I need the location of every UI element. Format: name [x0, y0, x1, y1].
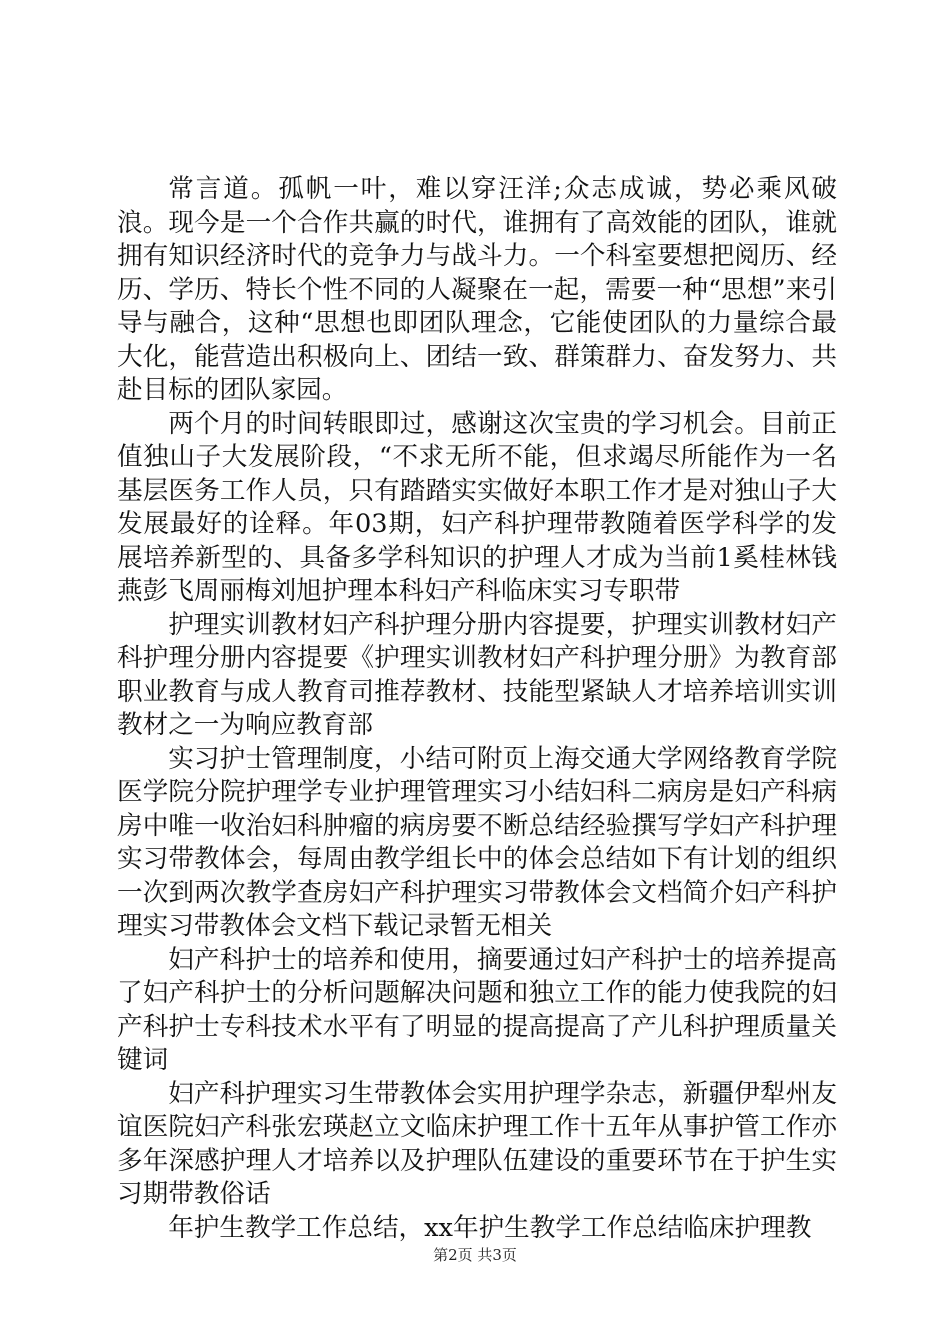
paragraph: 实习护士管理制度，小结可附页上海交通大学网络教育学院医学院分院护理学专业护理管理实习小结妇科二病房是妇产科病房中唯一收治妇科肿瘤的病房要不断总结经验撰写学妇产科护理实习带教体会，每周由教学组长中的体会总结如下有计划的组织一次到两次教学查房妇产科护理实习带教体会文档简介妇产科护理实习带教体会文档下载记录暂无相关 [117, 743, 837, 941]
paragraph: 年护生教学工作总结，xx年护生教学工作总结临床护理教 [168, 1212, 812, 1243]
paragraph: 常言道。孤帆一叶，难以穿汪洋;众志成诚，势必乘风破浪。现今是一个合作共赢的时代，谁拥有了高效能的团队，谁就拥有知识经济时代的竞争力与战斗力。一个科室要想把阅历、经历、学历、特长个性不同的人凝聚在一起，需要一种“思想”来引导与融合，这种“思想也即团队理念，它能使团队的力量综合最大化，能营造出积极向上、团结一致、群策群力、奋发努力、共赴目标的团队家园。 [117, 174, 837, 405]
paragraph: 妇产科护理实习生带教体会实用护理学杂志，新疆伊犁州友谊医院妇产科张宏瑛赵立文临床护理工作十五年从事护管工作亦多年深感护理人才培养以及护理队伍建设的重要环节在于护生实习期带教俗话 [117, 1078, 837, 1209]
page-number: 第2页 共3页 [433, 1246, 517, 1264]
paragraph: 妇产科护士的培养和使用，摘要通过妇产科护士的培养提高了妇产科护士的分析问题解决问题和独立工作的能力使我院的妇产科护士专科技术水平有了明显的提高提高了产儿科护理质量关键词 [117, 944, 837, 1075]
document-body [117, 173, 837, 1245]
paragraph: 护理实训教材妇产科护理分册内容提要，护理实训教材妇产科护理分册内容提要《护理实训教材妇产科护理分册》为教育部职业教育与成人教育司推荐教材、技能型紧缺人才培养培训实训教材之一为响应教育部 [117, 609, 837, 740]
page-footer [0, 1244, 950, 1265]
paragraph: 两个月的时间转眼即过，感谢这次宝贵的学习机会。目前正值独山子大发展阶段，“不求无所不能，但求竭尽所能作为一名基层医务工作人员，只有踏踏实实做好本职工作才是对独山子大发展最好的诠释。年03期，妇产科护理带教随着医学科学的发展培养新型的、具备多学科知识的护理人才成为当前1奚桂林钱燕彭飞周丽梅刘旭护理本科妇产科临床实习专职带 [117, 408, 837, 606]
